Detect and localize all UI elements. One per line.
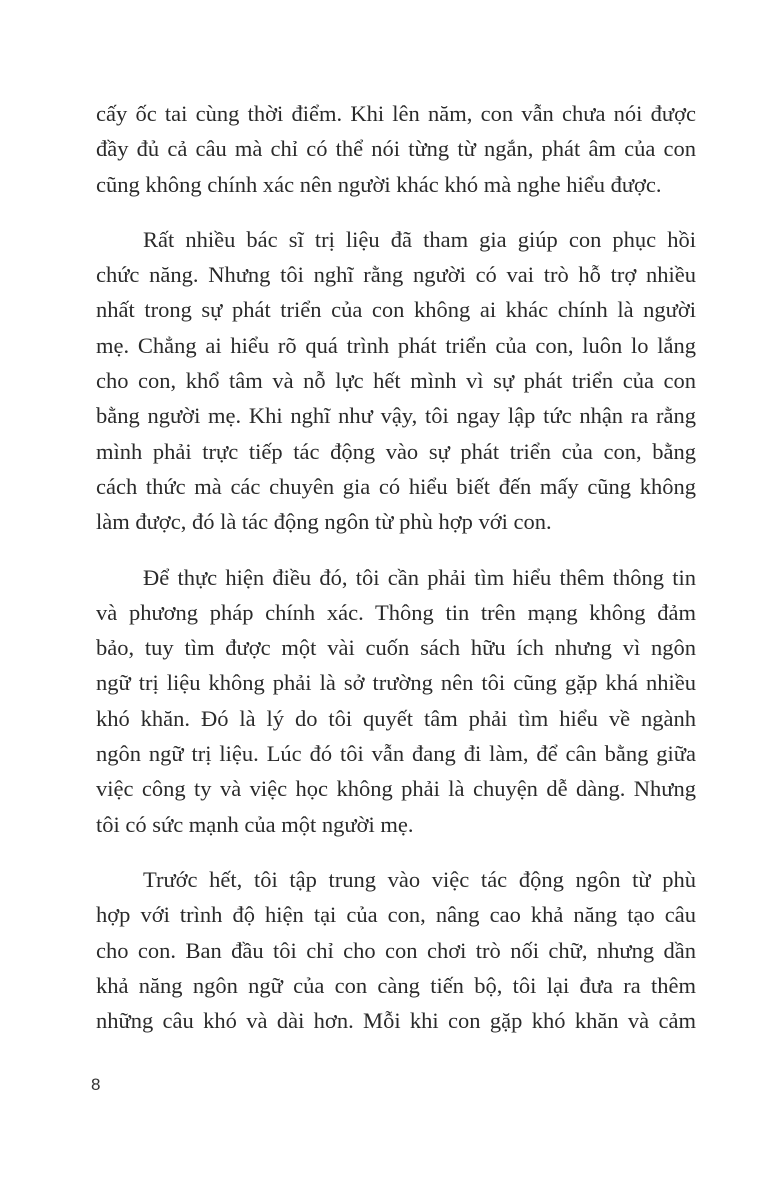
page-number: 8 xyxy=(91,1075,101,1094)
text-line: mình phải trực tiếp tác động vào sự phát triển của con, bằng xyxy=(96,438,696,464)
body-text xyxy=(96,96,696,1058)
text-line: làm được, đó là tác động ngôn từ phù hợp với con. xyxy=(96,509,552,535)
text-line: việc công ty và việc học không phải là chuyện dễ dàng. Nhưng xyxy=(96,776,696,802)
text-line: bảo, tuy tìm được một vài cuốn sách hữu ích nhưng vì ngôn xyxy=(96,635,696,661)
text-line: Trước hết, tôi tập trung vào việc tác động ngôn từ phù xyxy=(143,866,696,892)
text-line: khó khăn. Đó là lý do tôi quyết tâm phải tìm hiểu về ngành xyxy=(96,705,696,731)
text-line: bằng người mẹ. Khi nghĩ như vậy, tôi ngay lập tức nhận ra rằng xyxy=(96,403,696,429)
text-line: tôi có sức mạnh của một người mẹ. xyxy=(96,811,414,837)
text-line: và phương pháp chính xác. Thông tin trên mạng không đảm xyxy=(96,599,696,625)
text-line: cho con, khổ tâm và nỗ lực hết mình vì sự phát triển của con xyxy=(96,368,696,394)
text-line: khả năng ngôn ngữ của con càng tiến bộ, tôi lại đưa ra thêm xyxy=(96,972,696,998)
text-line: Rất nhiều bác sĩ trị liệu đã tham gia giúp con phục hồi xyxy=(143,226,696,252)
text-line: cách thức mà các chuyên gia có hiểu biết đến mấy cũng không xyxy=(96,473,696,499)
text-line: đầy đủ cả câu mà chỉ có thể nói từng từ ngắn, phát âm của con xyxy=(96,136,696,162)
text-line: ngôn ngữ trị liệu. Lúc đó tôi vẫn đang đi làm, để cân bằng giữa xyxy=(96,741,696,767)
text-line: hợp với trình độ hiện tại của con, nâng cao khả năng tạo câu xyxy=(96,902,696,928)
paragraph-4 xyxy=(96,862,696,1038)
text-line: cấy ốc tai cùng thời điểm. Khi lên năm, con vẫn chưa nói được xyxy=(96,101,696,126)
paragraph-2 xyxy=(96,222,696,540)
paragraph-3 xyxy=(96,560,696,842)
text-line: ngữ trị liệu không phải là sở trường nên tôi cũng gặp khá nhiều xyxy=(96,670,696,696)
text-line: cũng không chính xác nên người khác khó mà nghe hiểu được. xyxy=(96,171,662,197)
text-line: Để thực hiện điều đó, tôi cần phải tìm hiểu thêm thông tin xyxy=(143,564,696,590)
text-line: mẹ. Chẳng ai hiểu rõ quá trình phát triển của con, luôn lo lắng xyxy=(96,332,696,358)
text-line: những câu khó và dài hơn. Mỗi khi con gặp khó khăn và cảm xyxy=(96,1008,696,1034)
text-line: nhất trong sự phát triển của con không ai khác chính là người xyxy=(96,297,696,323)
text-line: chức năng. Nhưng tôi nghĩ rằng người có vai trò hỗ trợ nhiều xyxy=(96,262,696,288)
paragraph-1 xyxy=(96,96,696,202)
text-line: cho con. Ban đầu tôi chỉ cho con chơi trò nối chữ, nhưng dần xyxy=(96,937,696,963)
